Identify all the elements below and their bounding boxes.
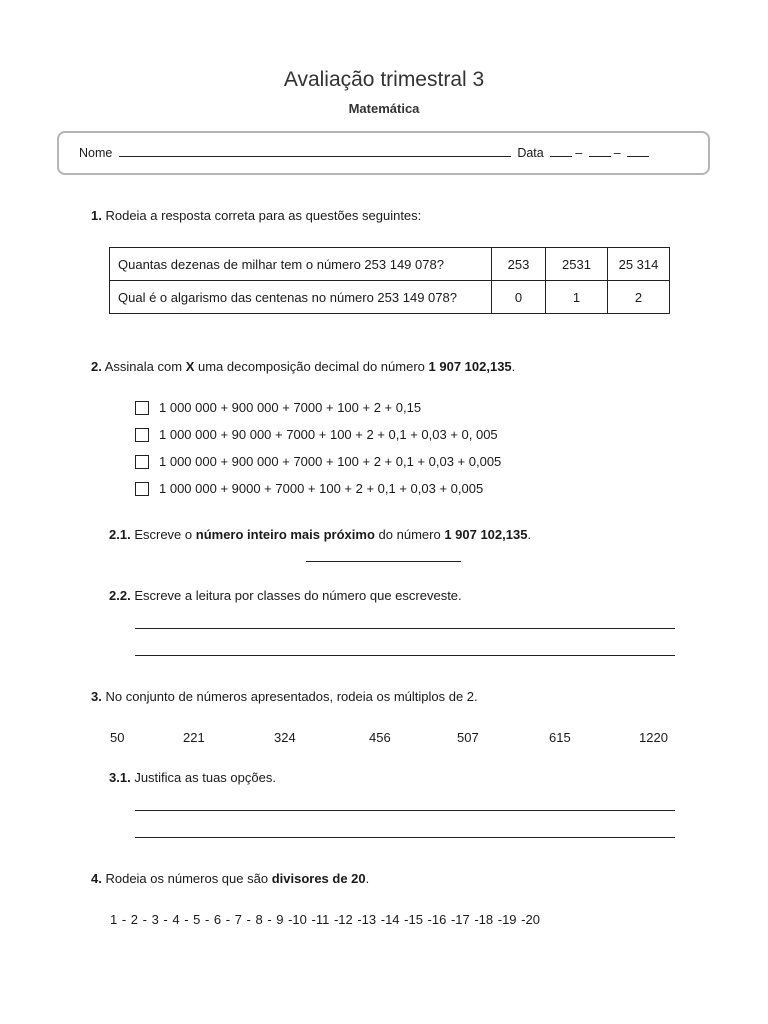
question-number: 3. [91,689,102,704]
bold-phrase: número inteiro mais próximo [195,527,375,542]
table-row [110,281,670,314]
option-checkbox[interactable] [135,428,149,442]
question-number: 3.1. [109,770,131,785]
date-day-field[interactable] [550,155,572,157]
question-1-table [109,247,670,314]
date-year-field[interactable] [627,155,649,157]
question-number: 2.1. [109,527,131,542]
question-4 [91,871,369,886]
number-item[interactable]: 507 [457,730,479,745]
decomposition-option: 1 000 000 + 90 000 + 7000 + 100 + 2 + 0,1 + 0,03 + 0, 005 [159,427,498,442]
question-3-1 [109,770,276,785]
mark-symbol: X [185,359,195,374]
number-item[interactable]: 615 [549,730,571,745]
answer-option[interactable]: 1 [546,281,608,314]
number-item[interactable]: 50 [110,730,125,745]
answer-option[interactable]: 25 314 [608,248,670,281]
decomposition-option: 1 000 000 + 900 000 + 7000 + 100 + 2 + 0,15 [159,400,422,415]
question-1 [91,208,421,223]
question-2 [91,359,515,374]
question-text: Justifica as tuas opções. [134,770,276,785]
question-number: 2.2. [109,588,131,603]
date-separator: – [575,146,583,160]
page-subtitle: Matemática [348,101,420,116]
answer-option[interactable]: 2531 [546,248,608,281]
question-text: Escreve o [134,527,193,542]
question-text: uma decomposição decimal do número [197,359,425,374]
question-2-2 [109,588,462,603]
number-item[interactable]: 1220 [639,730,668,745]
question-3 [91,689,478,704]
name-label: Nome [79,146,113,160]
option-checkbox[interactable] [135,482,149,496]
option-checkbox[interactable] [135,401,149,415]
divisor-sequence[interactable]: 1 - 2 - 3 - 4 - 5 - 6 - 7 - 8 - 9 -10 -11 -12 -13 -14 -15 -16 -17 -18 -19 -20 [110,912,540,927]
punctuation: . [365,871,370,886]
answer-line[interactable] [135,628,675,629]
bold-phrase: divisores de 20 [271,871,366,886]
name-date-box [57,131,710,175]
number-item[interactable]: 456 [369,730,391,745]
answer-line[interactable] [135,810,675,811]
table-question: Qual é o algarismo das centenas no número 253 149 078? [110,281,492,314]
question-number: 2. [91,359,102,374]
question-text: do número [378,527,441,542]
question-text: Rodeia a resposta correta para as questões seguintes: [105,208,422,223]
name-field[interactable] [119,155,511,157]
number-highlight: 1 907 102,135 [428,359,512,374]
question-text: Escreve a leitura por classes do número que escreveste. [134,588,462,603]
answer-line[interactable] [135,837,675,838]
table-question: Quantas dezenas de milhar tem o número 253 149 078? [110,248,492,281]
answer-line[interactable] [135,655,675,656]
answer-option[interactable]: 2 [608,281,670,314]
answer-line[interactable] [306,561,461,562]
page-title: Avaliação trimestral 3 [283,68,485,91]
table-row [110,248,670,281]
question-text: Rodeia os números que são [105,871,269,886]
number-highlight: 1 907 102,135 [444,527,528,542]
decomposition-option: 1 000 000 + 900 000 + 7000 + 100 + 2 + 0,1 + 0,03 + 0,005 [159,454,502,469]
number-item[interactable]: 221 [183,730,205,745]
answer-option[interactable]: 0 [492,281,546,314]
decomposition-option: 1 000 000 + 9000 + 7000 + 100 + 2 + 0,1 + 0,03 + 0,005 [159,481,484,496]
question-number: 4. [91,871,102,886]
date-month-field[interactable] [589,155,611,157]
question-number: 1. [91,208,102,223]
date-label: Data [517,146,544,160]
question-text: No conjunto de números apresentados, rodeia os múltiplos de 2. [105,689,478,704]
question-text: Assinala com [104,359,183,374]
question-2-1 [109,527,531,542]
answer-option[interactable]: 253 [492,248,546,281]
punctuation: . [527,527,532,542]
option-checkbox[interactable] [135,455,149,469]
date-separator: – [613,146,621,160]
punctuation: . [511,359,516,374]
number-item[interactable]: 324 [274,730,296,745]
